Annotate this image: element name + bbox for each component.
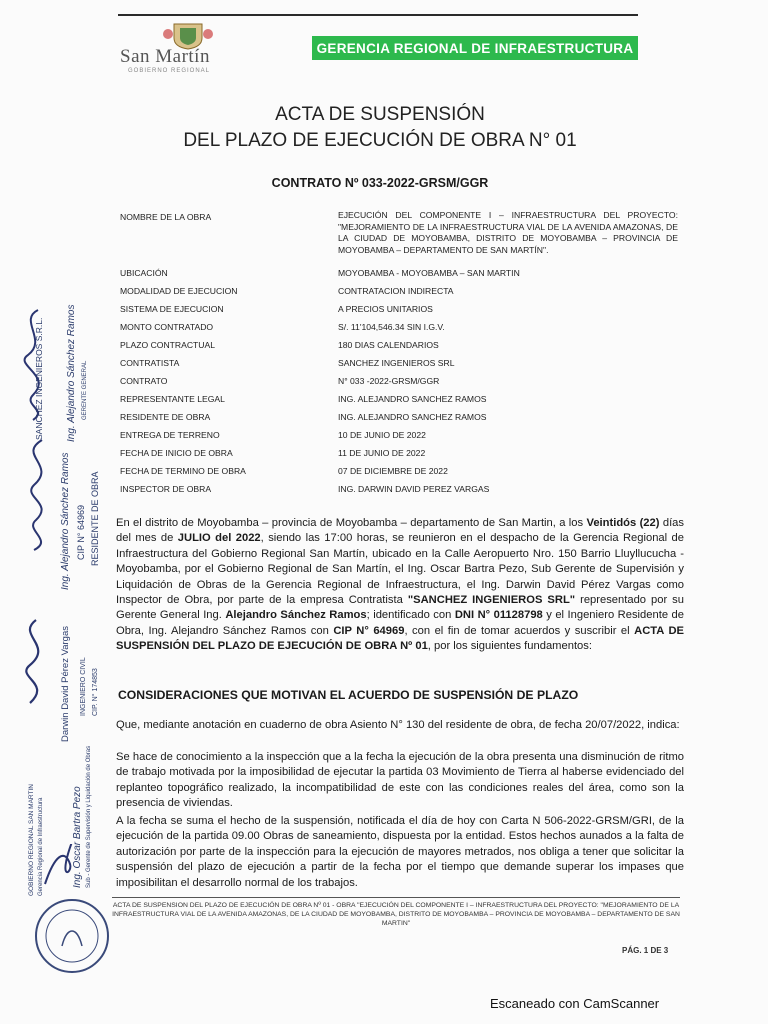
detail-label: FECHA DE INICIO DE OBRA: [120, 448, 233, 458]
document-title-line2: DEL PLAZO DE EJECUCIÓN DE OBRA N° 01: [183, 130, 577, 151]
stamp-name: Darwin David Pérez Vargas: [60, 626, 71, 742]
stamp-role: Sub - Gerente de Supervisión y Liquidación de Obras: [86, 745, 92, 888]
stamp-cip: CIP. N° 174853: [92, 668, 99, 716]
detail-label: PLAZO CONTRACTUAL: [120, 340, 216, 350]
brand-subtitle: GOBIERNO REGIONAL: [128, 68, 211, 74]
stamp-role: RESIDENTE DE OBRA: [90, 471, 100, 566]
detail-value: ING. ALEJANDRO SANCHEZ RAMOS: [338, 394, 487, 404]
detail-value: CONTRATACION INDIRECTA: [338, 286, 454, 296]
paragraph: Que, mediante anotación en cuaderno de obra Asiento N° 130 del residente de obra, de fecha 20/07/2022, indica:: [116, 719, 680, 731]
detail-label: MONTO CONTRATADO: [120, 322, 214, 332]
stamp-department: Gerencia Regional de Infraestructura: [38, 797, 44, 896]
detail-value: N° 033 -2022-GRSM/GGR: [338, 376, 440, 386]
intro-paragraph: En el distrito de Moyobamba – provincia de Moyobamba – departamento de San Martin, a los Veintidós (22) días del mes de JULIO del 2022, siendo las 17:00 horas, se reunieron en el despacho de la Gerencia Regional de Infraestructura del Gobierno Regional San Martín, ubicado en la Calle Aeropuerto Nro. 150 Barrio Lluyllucucha - Moyobamba, por el Gobierno Regional de San Martín, el Ing. Oscar Bartra Pezo, Sub Gerente de Supervisión y Liquidación de Obras de la Gerencia Regional de Infraestructura, el Ing. Darwin David Pérez Vargas como Inspector de Obra, por parte de la empresa Contratista "SANCHEZ INGENIEROS SRL" representado por su Gerente General Ing. Alejandro Sánchez Ramos; identificado con DNI N° 01128798 y el Ingeniero Residente de Obra, Ing. Alejandro Sánchez Ramos con CIP N° 64969, con el fin de tomar acuerdos y suscribir el ACTA DE SUSPENSIÓN DEL PLAZO DE EJECUCIÓN DE OBRA Nº 01, por los siguientes fundamentos:: [116, 517, 685, 653]
stamp-institution: GOBIERNO REGIONAL SAN MARTIN: [28, 784, 35, 896]
detail-label: CONTRATO: [120, 376, 168, 386]
page-number: PÁG. 1 DE 3: [622, 946, 669, 955]
stamp-name: Ing. Oscar Bartra Pezo: [72, 786, 83, 888]
detail-label: CONTRATISTA: [120, 358, 180, 368]
scanner-watermark: Escaneado con CamScanner: [490, 996, 660, 1011]
stamp-company: SANCHEZ INGENIEROS S.R.L.: [34, 317, 44, 440]
detail-value: ING. ALEJANDRO SANCHEZ RAMOS: [338, 412, 487, 422]
contract-number: CONTRATO Nº 033-2022-GRSM/GGR: [271, 176, 489, 190]
detail-label: RESIDENTE DE OBRA: [120, 412, 211, 422]
stamp-cip: CIP N° 64969: [76, 505, 86, 560]
detail-value: A PRECIOS UNITARIOS: [338, 304, 433, 314]
detail-label: SISTEMA DE EJECUCION: [120, 304, 224, 314]
detail-value: 11 DE JUNIO DE 2022: [338, 448, 426, 458]
detail-label: ENTREGA DE TERRENO: [120, 430, 220, 440]
detail-label: UBICACIÓN: [120, 268, 168, 278]
detail-value: S/. 11'104,546.34 SIN I.G.V.: [338, 322, 445, 332]
detail-label: NOMBRE DE LA OBRA: [120, 212, 212, 222]
office-banner: GERENCIA REGIONAL DE INFRAESTRUCTURA: [312, 36, 638, 60]
detail-label: INSPECTOR DE OBRA: [120, 484, 212, 494]
detail-label: MODALIDAD DE EJECUCION: [120, 286, 238, 296]
round-seal-icon: [32, 896, 112, 976]
detail-value: 07 DE DICIEMBRE DE 2022: [338, 466, 448, 476]
stamp-role: INGENIERO CIVIL: [80, 657, 87, 716]
stamp-name: Ing. Alejandro Sánchez Ramos: [60, 452, 71, 590]
detail-label: REPRESENTANTE LEGAL: [120, 394, 225, 404]
signature-scribble-icon: [40, 844, 80, 894]
detail-value: SANCHEZ INGENIEROS SRL: [338, 358, 455, 368]
detail-label: FECHA DE TERMINO DE OBRA: [120, 466, 246, 476]
stamp-role: GERENTE GENERAL: [82, 360, 88, 420]
brand-name: San Martín: [120, 46, 210, 67]
detail-value: ING. DARWIN DAVID PEREZ VARGAS: [338, 484, 490, 494]
detail-value: EJECUCIÓN DEL COMPONENTE I – INFRAESTRUCTURA DEL PROYECTO: "MEJORAMIENTO DE LA INFRAESTRUCTURA VIAL DE LA AVENIDA AMAZONAS, DE LA CIUDAD DE MOYOBAMBA, DISTRITO DE MOYOBAMBA – PROVINCIA DE MOYOBAMBA – DEPARTAMENTO DE SAN MARTÍN".: [338, 210, 678, 255]
footer-rule: [112, 897, 680, 898]
section-heading: CONSIDERACIONES QUE MOTIVAN EL ACUERDO DE SUSPENSIÓN DE PLAZO: [118, 688, 579, 702]
paragraph: Se hace de conocimiento a la inspección que a la fecha la ejecución de la obra presenta una disminución de ritmo de trabajo motivada por la imposibilidad de ejecutar la partida 03 Movimiento de Tierra al haberse evidenciado del replanteo topográfico realizado, la incompatibilidad de este con las condiciones reales del área, como son la presencia de viviendas.: [116, 751, 684, 810]
footer-note: ACTA DE SUSPENSION DEL PLAZO DE EJECUCIÓN DE OBRA Nº 01 - OBRA "EJECUCIÓN DEL COMPONENTE I – INFRAESTRUCTURA DEL PROYECTO: "MEJORAMIENTO DE LA INFRAESTRUCTURA VIAL DE LA AVENIDA AMAZONAS, DE LA CIUDAD DE MOYOBAMBA, DISTRITO DE MOYOBAMBA – PROVINCIA DE MOYOBAMBA – DEPARTAMENTO DE SAN MARTIN": [112, 902, 680, 927]
header-top-rule: [118, 14, 638, 16]
paragraph: A la fecha se suma el hecho de la suspensión, notificada el día de hoy con Carta N 506-2022-GRSM/GRI, de la ejecución de la partida 09.00 Obras de saneamiento, dispuesta por la entidad. Estos hechos aunados a la falta de autorización por parte de la inspección para la ejecución de mayores metrados, nos obliga a tener que solicitar la suspensión del plazo de ejecución a partir de la fecha por el tiempo que demande superar los impases que imposibilitan el desarrollo normal de los trabajos.: [116, 815, 684, 889]
stamp-name: Ing. Alejandro Sánchez Ramos: [66, 304, 77, 442]
detail-value: 10 DE JUNIO DE 2022: [338, 430, 426, 440]
detail-value: MOYOBAMBA - MOYOBAMBA – SAN MARTIN: [338, 268, 520, 278]
detail-value: 180 DIAS CALENDARIOS: [338, 340, 439, 350]
document-title-line1: ACTA DE SUSPENSIÓN: [275, 104, 485, 125]
